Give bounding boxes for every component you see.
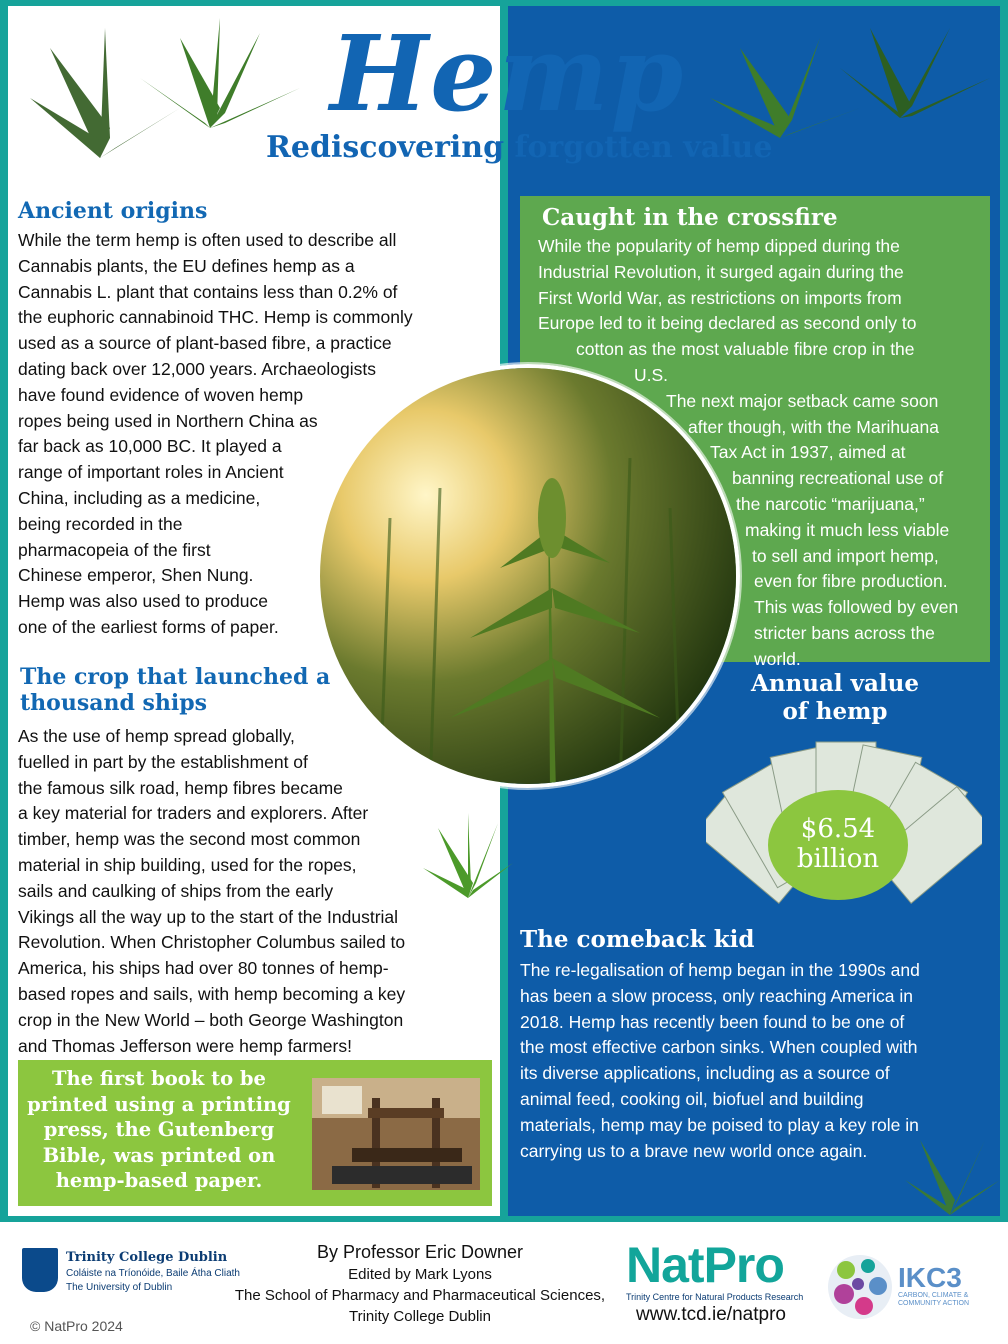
text-line: materials, hemp may be poised to play a key role in (520, 1114, 919, 1135)
text-line: dating back over 12,000 years. Archaeologists (18, 358, 376, 379)
text-line: banning recreational use of (732, 468, 944, 489)
text-line: sails and caulking of ships from the early (18, 880, 334, 901)
text-line: the euphoric cannabinoid THC. Hemp is commonly (18, 307, 413, 328)
page-subtitle: Rediscovering forgotten value (266, 130, 773, 165)
printing-press-photo (312, 1078, 480, 1190)
text-line: animal feed, cooking oil, biofuel and building (520, 1088, 864, 1109)
text-line: As the use of hemp spread globally, (18, 726, 295, 746)
ancient-origins-heading: Ancient origins (18, 198, 208, 224)
text-line: ropes being used in Northern China as (18, 410, 318, 431)
tcd-name: Trinity College Dublin (66, 1250, 228, 1265)
text-line: the most effective carbon sinks. When coupled with (520, 1037, 918, 1058)
credits (200, 1240, 640, 1327)
text-line: Chinese emperor, Shen Nung. (18, 565, 254, 586)
natpro-url[interactable]: www.tcd.ie/natpro (636, 1304, 786, 1325)
text-line: America, his ships had over 80 tonnes of hemp- (18, 958, 389, 979)
text-line: Cannabis plants, the EU defines hemp as a (18, 255, 355, 276)
text-line: a key material for traders and explorers. After (18, 803, 369, 824)
text-line: have found evidence of woven hemp (18, 384, 304, 405)
tcd-crest-icon (22, 1248, 58, 1292)
crossfire-heading: Caught in the crossfire (542, 204, 838, 231)
natpro-logo: NatPro (626, 1237, 784, 1293)
text-line: pharmacopeia of the first (18, 539, 211, 560)
tcd-irish-name: Coláiste na Tríonóide, Baile Átha Cliath (66, 1268, 240, 1279)
comeback-heading: The comeback kid (520, 926, 755, 953)
text-line: world. (754, 648, 801, 669)
text-line: First World War, as restrictions on imports from (538, 287, 902, 308)
annual-value-amount: $6.54 (800, 814, 876, 845)
text-line: The next major setback came soon (666, 390, 939, 411)
annual-value-badge (768, 790, 908, 900)
text-line: stricter bans across the (754, 622, 935, 643)
text-line: carrying us to a brave new world once again. (520, 1140, 868, 1161)
college-credit: Trinity College Dublin (348, 1308, 491, 1325)
text-line: While the term hemp is often used to describe all (18, 230, 397, 250)
comeback-text (520, 958, 990, 1164)
text-line: U.S. (634, 364, 669, 385)
ikc3-name: IKC3 (898, 1262, 962, 1293)
title-text: Hemp (330, 12, 686, 135)
printing-press-image (312, 1078, 480, 1190)
text-line: used as a source of plant-based fibre, a practice (18, 333, 392, 354)
text-line: the famous silk road, hemp fibres became (18, 777, 343, 798)
text-line: The re-legalisation of hemp began in the 1990s and (520, 960, 920, 980)
hemp-plant-photo (316, 364, 740, 788)
crop-ships-heading: The crop that launched a thousand ships (20, 664, 331, 717)
text-line: far back as 10,000 BC. It played a (18, 436, 282, 457)
copyright: © NatPro 2024 (30, 1318, 123, 1334)
school-credit: The School of Pharmacy and Pharmaceutical Sciences, (234, 1287, 606, 1304)
text-line: Industrial Revolution, it surged again during the (538, 261, 904, 282)
author-credit: By Professor Eric Downer (316, 1242, 524, 1262)
ikc3-logo-icon (826, 1250, 894, 1324)
text-line: China, including as a medicine, (18, 487, 261, 508)
text-line: range of important roles in Ancient (18, 462, 284, 483)
gutenberg-fact-text: The first book to be printed using a printing press, the Gutenberg Bible, was printed on hemp-based paper. (27, 1067, 291, 1192)
text-line: and Thomas Jefferson were hemp farmers! (18, 1035, 352, 1056)
text-line: its diverse applications, including as a source of (520, 1063, 890, 1084)
text-line: fuelled in part by the establishment of (18, 751, 308, 772)
text-line: being recorded in the (18, 513, 183, 534)
text-line: timber, hemp was the second most common (18, 829, 361, 850)
crop-ships-text (18, 724, 488, 1059)
text-line: crop in the New World – both George Washington (18, 1009, 404, 1030)
text-line: While the popularity of hemp dipped during the (538, 236, 900, 256)
text-line: Cannabis L. plant that contains less than 0.2% of (18, 281, 398, 302)
text-line: one of the earliest forms of paper. (18, 616, 279, 637)
text-line: cotton as the most valuable fibre crop in the (576, 339, 915, 360)
text-line: Hemp was also used to produce (18, 591, 268, 612)
tcd-subtitle: The University of Dublin (66, 1282, 173, 1293)
text-line: Vikings all the way up to the start of the Industrial (18, 906, 399, 927)
page-title (330, 12, 790, 135)
text-line: the narcotic “marijuana,” (736, 493, 925, 514)
text-line: Europe led to it being declared as second only to (538, 313, 917, 334)
ikc3-subtitle: CARBON, CLIMATE & COMMUNITY ACTION (898, 1292, 970, 1307)
text-line: material in ship building, used for the ropes, (18, 854, 357, 875)
text-line: has been a slow process, only reaching America in (520, 985, 913, 1006)
text-line: after though, with the Marihuana (688, 416, 939, 437)
editor-credit: Edited by Mark Lyons (348, 1266, 492, 1283)
text-line: 2018. Hemp has recently been found to be one of (520, 1011, 905, 1032)
text-line: even for fibre production. (754, 571, 948, 592)
annual-value-unit: billion (796, 844, 880, 874)
text-line: Tax Act in 1937, aimed at (710, 442, 906, 463)
text-line: making it much less viable (745, 519, 950, 540)
annual-value-heading: Annual value of hemp (750, 670, 920, 725)
text-line: Revolution. When Christopher Columbus sailed to (18, 932, 406, 953)
text-line: This was followed by even (754, 597, 959, 618)
text-line: based ropes and sails, with hemp becoming a key (18, 983, 406, 1004)
text-line: to sell and import hemp, (752, 545, 939, 566)
hemp-plant-image (320, 368, 740, 788)
natpro-subtitle: Trinity Centre for Natural Products Research (626, 1292, 804, 1302)
